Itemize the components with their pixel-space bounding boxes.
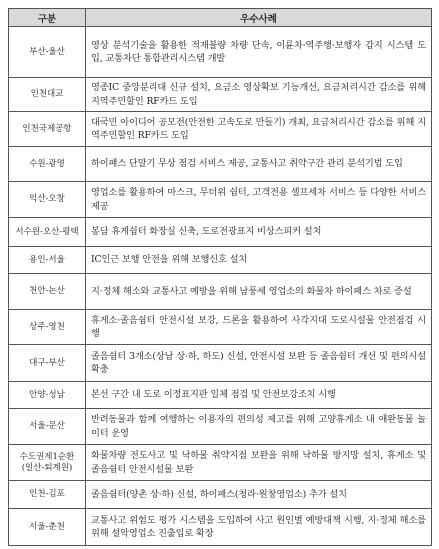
table-row	[9, 509, 432, 546]
row-region: 천안-논산	[9, 274, 86, 310]
row-region: 인천-김포	[9, 481, 86, 509]
best-practices-table	[8, 8, 432, 546]
row-description: 본선 구간 내 도로 이정표지판 일체 점검 및 안전보강조치 시행	[86, 382, 432, 409]
table-body	[9, 27, 432, 546]
header-row	[9, 9, 432, 27]
row-description: 영종IC 중앙분리대 신규 설치, 요금소 영상확보 기능개선, 요금처리시간 감소를 위해 지역주민할인 RF카드 도입	[86, 78, 432, 112]
table-row	[9, 274, 432, 310]
row-description: 하이패스 단말기 무상 점검 서비스 제공, 교통사고 취약구간 관리 분석기법 도입	[86, 147, 432, 182]
row-region: 안양-성남	[9, 382, 86, 409]
table-row	[9, 182, 432, 218]
row-region: 서울-춘천	[9, 509, 86, 546]
row-region: 수도권제1순환 (일산-퇴계원)	[9, 445, 86, 481]
table-row	[9, 382, 432, 409]
row-description: 영상 분석기술을 활용한 적재불량 차량 단속, 이륜차·역주행·보행자 감지 시스템 도입, 교통차단 통합관리시스템 개발	[86, 27, 432, 78]
table-row	[9, 247, 432, 274]
row-region: 인천국제공항	[9, 112, 86, 147]
row-region: 수원-광명	[9, 147, 86, 182]
header-region: 구분	[9, 9, 86, 27]
table-row	[9, 481, 432, 509]
table-row	[9, 310, 432, 345]
table-row	[9, 78, 432, 112]
row-region: 서수원-오산-평택	[9, 218, 86, 247]
row-region: 대구-부산	[9, 345, 86, 382]
row-description: 졸음쉼터 3개소(상남 상·하, 하도) 신설, 안전시설 보완 등 졸음쉼터 개선 및 편의시설 확충	[86, 345, 432, 382]
row-description: 대국민 아이디어 공모전(안전한 고속도로 만들기) 개최, 요금처리시간 감소를 위해 지역주민할인 RF카드 도입	[86, 112, 432, 147]
row-region: 서울-문산	[9, 409, 86, 445]
table-row	[9, 345, 432, 382]
row-description: 휴게소·졸음쉼터 안전시설 보강, 드론을 활용하여 사각지대 도로시설물 안전점검 시행	[86, 310, 432, 345]
row-description: 지·정체 해소와 교통사고 예방을 위해 남풍세 영업소의 화물차 하이패스 차로 증설	[86, 274, 432, 310]
row-description: 교통사고 위험도 평가 시스템을 도입하여 사고 원인별 예방대책 시행, 지·정체 해소를 위해 설악영업소 진출입로 확장	[86, 509, 432, 546]
table-row	[9, 218, 432, 247]
table-row	[9, 27, 432, 78]
row-region: 용인-서울	[9, 247, 86, 274]
row-region: 익산-오창	[9, 182, 86, 218]
row-region: 인천대교	[9, 78, 86, 112]
row-region: 상주-영천	[9, 310, 86, 345]
table-row	[9, 147, 432, 182]
row-description: 졸음쉼터(양촌 상·하) 신설, 하이패스(청라·원창영업소) 추가 설치	[86, 481, 432, 509]
table-row	[9, 409, 432, 445]
row-region: 부산-울산	[9, 27, 86, 78]
table-row	[9, 445, 432, 481]
table-header	[9, 9, 432, 27]
row-description: 화물차량 전도사고 및 낙하물 취약지점 보완을 위해 낙하물 방지망 설치, 휴게소 및 졸음쉼터 안전시설물 보완	[86, 445, 432, 481]
row-description: 봉담 휴게쉼터 화장실 신축, 도로전광표지 비상스피커 설치	[86, 218, 432, 247]
header-description: 우수사례	[86, 9, 432, 27]
row-description: IC인근 보행 안전을 위해 보행신호 설치	[86, 247, 432, 274]
table-row	[9, 112, 432, 147]
row-description: 영업소를 활용하여 마스크, 무더위 쉼터, 고객전용 셀프세차 서비스 등 다양한 서비스 제공	[86, 182, 432, 218]
row-description: 반려동물과 함께 여행하는 이용자의 편의성 제고를 위해 고양휴게소 내 애완동물 놀이터 운영	[86, 409, 432, 445]
